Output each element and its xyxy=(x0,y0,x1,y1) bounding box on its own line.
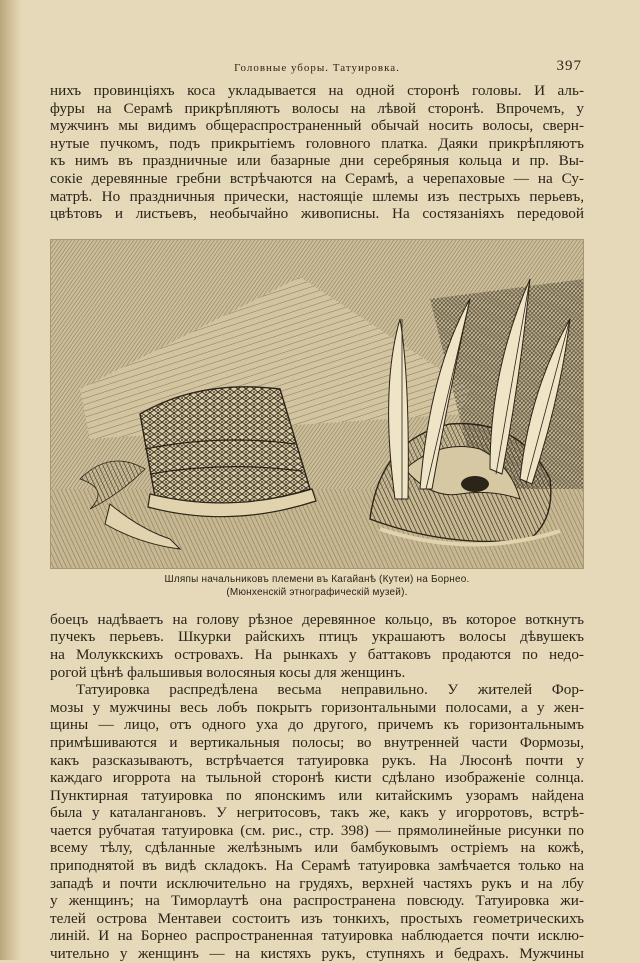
text-line: щины — лицо, отъ одного уха до другого, причемъ къ горизонтальнымъ xyxy=(50,716,584,734)
text-line: всему тѣлу, сдѣланные желѣзнымъ или бамбуковымъ остріемъ на кожѣ, xyxy=(50,839,584,857)
text-line: фуры на Серамѣ прикрѣпляютъ волосы на лѣвой сторонѣ. Впрочемъ, у xyxy=(50,99,584,117)
text-line: нутые пучкомъ, подъ прикрытіемъ головного платка. Даяки прикрѣпляютъ xyxy=(50,134,584,152)
text-line: мужчинъ мы видимъ общераспространенный обычай носить волосы, сверн- xyxy=(50,117,584,135)
text-line: Пунктирная татуировка по японскимъ или китайскимъ узорамъ найдена xyxy=(50,786,584,804)
text-line: чается рубчатая татуировка (см. рис., стр. 398) — прямолинейные рисунки по xyxy=(50,821,584,839)
caption-line: Шляпы начальниковъ племени въ Кагайанѣ (Кутеи) на Борнео. xyxy=(164,573,470,585)
text-line: западѣ и почти исключительно на грудяхъ, верхней частяхъ рукъ и на лбу xyxy=(50,874,584,892)
text-line: пучекъ перьевъ. Шкурки райскихъ птицъ украшаютъ волосы дѣвушекъ xyxy=(50,628,584,646)
text-line: каждаго игоррота на тыльной сторонѣ кисти сдѣлано изображеніе солнца. xyxy=(50,769,584,787)
text-line: какъ разсказываютъ, встрѣчается татуировка рукъ. На Люсонѣ почти у xyxy=(50,751,584,769)
figure-caption xyxy=(50,573,584,599)
page-number: 397 xyxy=(556,58,582,74)
text-line: къ нимъ въ праздничные или базарные дни серебряныя кольца и пр. Вы- xyxy=(50,152,584,170)
bottom-paragraph-1 xyxy=(50,611,584,681)
figure xyxy=(50,239,584,599)
text-line: мозы у мужчины весь лобъ покрытъ горизонтальными полосами, а у жен- xyxy=(50,698,584,716)
text-line: матрѣ. Но праздничныя прически, настоящіе шлемы изъ пестрыхъ перьевъ, xyxy=(50,187,584,205)
running-header xyxy=(50,58,584,82)
text-line: сокіе деревянные гребни встрѣчаются на Серамѣ, а черепаховые — на Су- xyxy=(50,169,584,187)
text-line: примѣшиваются и вертикальныя полосы; во внутренней части Формозы, xyxy=(50,733,584,751)
book-page xyxy=(50,58,584,963)
caption-line: (Мюнхенскій этнографическій музей). xyxy=(226,586,408,598)
running-title: Головные уборы. Татуировка. xyxy=(234,62,400,74)
text-line: Татуировка распредѣлена весьма неправильно. У жителей Фор- xyxy=(76,681,584,699)
text-line: цвѣтовъ и листьевъ, необычайно живописны. На состязаніяхъ передовой xyxy=(50,205,584,223)
text-line: приподнятой въ видѣ складокъ. На Серамѣ татуировка замѣчается только на xyxy=(50,857,584,875)
text-line: была у каталангановъ. У негритосовъ, такъ же, какъ у игорротовъ, встрѣ- xyxy=(50,804,584,822)
text-line: у женщинъ; на Тиморлаутѣ она распространена повсюду. Татуировка жи- xyxy=(50,892,584,910)
text-line: на Молуккскихъ островахъ. На рынкахъ у баттаковъ продаются по недо- xyxy=(50,645,584,663)
text-line: рогой цѣнѣ фальшивыя волосяныя косы для женщинъ. xyxy=(50,663,406,681)
top-paragraph xyxy=(50,82,584,223)
engraving-illustration xyxy=(50,239,584,569)
book-binding-shadow xyxy=(0,0,22,960)
text-line: телей острова Ментавеи состоитъ изъ тонкихъ, простыхъ геометрическихъ xyxy=(50,909,584,927)
bottom-paragraph-2 xyxy=(50,681,584,963)
text-line: нихъ провинціяхъ коса укладывается на одной сторонѣ головы. И аль- xyxy=(50,82,584,99)
text-line: линій. И на Борнео распространенная татуировка наблюдается почти исклю- xyxy=(50,927,584,945)
text-line: боецъ надѣваетъ на голову рѣзное деревянное кольцо, въ которое воткнутъ xyxy=(50,610,584,628)
text-line: чительно у женщинъ — на кистяхъ рукъ, ступняхъ и бедрахъ. Мужчины xyxy=(50,945,584,963)
